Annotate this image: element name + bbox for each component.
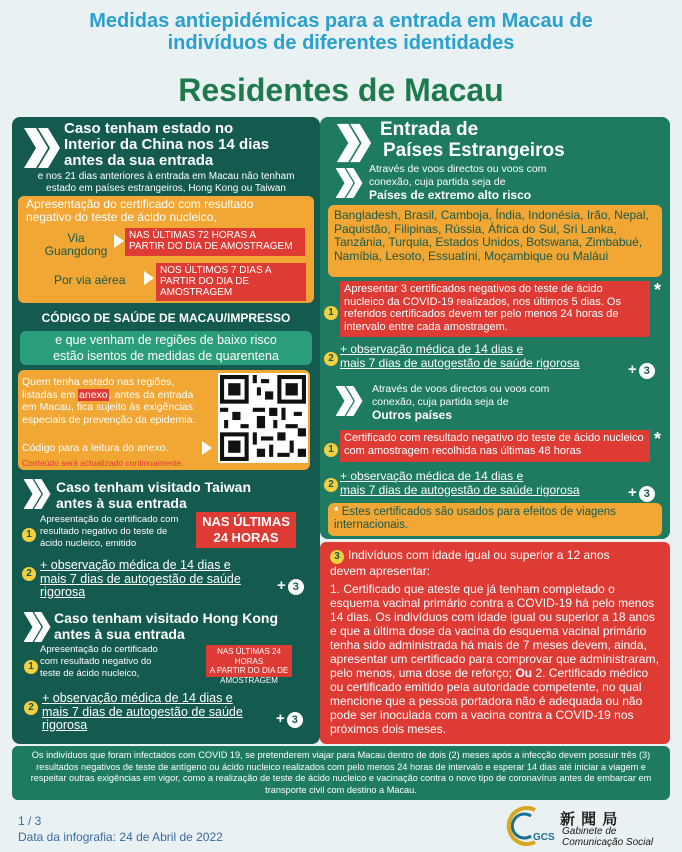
step-2-badge: 2 bbox=[22, 563, 36, 581]
international-note: * Estes certificados são usados para efeitos de viagens internacionais. bbox=[328, 503, 662, 536]
high-risk-observation: + observação médica de 14 dias e mais 7 dias de autogestão de saúde rigorosa bbox=[340, 342, 580, 370]
air-red-box: NOS ÚLTIMOS 7 DIAS A PARTIR DO DIA DE AMOSTRAGEM bbox=[156, 263, 306, 301]
annex-link[interactable]: anexo bbox=[79, 388, 108, 401]
high-risk-cert: Apresentar 3 certificados negativos do teste de ácido nucleico da COVID-19 realizados, nos últimos 5 dias. Os referidos certificados devem ter pelo menos 24 horas de intervalo entre cada amostragem. bbox=[340, 281, 650, 337]
step-2-badge: 2 bbox=[324, 474, 338, 492]
guangdong-red-box: NAS ÚLTIMAS 72 HORAS A PARTIR DO DIA DE AMOSTRAGEM bbox=[125, 228, 305, 256]
arrow-right-icon bbox=[144, 271, 154, 290]
main-title: Residentes de Macau bbox=[178, 72, 504, 108]
plus-step-3: + 3 bbox=[628, 484, 655, 502]
star-note-marker: * bbox=[654, 280, 662, 300]
high-risk-subheading: Através de voos directos ou voos com conexão, cuja partida seja de Países de extremo alto risco bbox=[369, 163, 547, 202]
annex-text: Quem tenha estado nas regiões, listadas em anexo, antes da entrada em Macau, fica sujeito às exigências especiais de prevenção da epidemia. bbox=[22, 376, 196, 426]
chevron-right-icon bbox=[22, 126, 62, 170]
other-countries-subheading: Através de voos directos ou voos com conexão, cuja partida seja de Outros países bbox=[372, 383, 550, 422]
china-subtext: e nos 21 dias anteriores à entrada em Macau não tenham estado em países estrangeiros, Hong Kong ou Taiwan bbox=[37, 171, 295, 194]
chevron-right-icon bbox=[22, 610, 52, 644]
plus-step-3: + 3 bbox=[628, 361, 655, 379]
page-title bbox=[0, 10, 682, 54]
svg-text:GCS: GCS bbox=[533, 832, 555, 843]
annex-update-note: Conteúdo será actualizado continuamente. bbox=[22, 458, 184, 468]
foreign-heading: Entrada de Países Estrangeiros bbox=[380, 119, 565, 161]
chevron-right-icon bbox=[334, 166, 364, 200]
star-note-marker: * bbox=[654, 429, 662, 449]
title-line2: indivíduos de diferentes identidades bbox=[167, 32, 515, 54]
taiwan-observation: + observação médica de 14 dias e mais 7 dias de autogestão de saúde rigorosa bbox=[40, 558, 241, 599]
infographic-date: Data da infografia: 24 de Abril de 2022 bbox=[18, 830, 223, 844]
air-label: Por via aérea bbox=[54, 273, 126, 287]
annex-code-label: Código para a leitura do anexo. bbox=[22, 442, 169, 454]
taiwan-heading: Caso tenham visitado Taiwan antes à sua entrada bbox=[56, 479, 252, 511]
guangdong-label: Via Guangdong bbox=[44, 231, 108, 258]
health-code-label: CÓDIGO DE SAÚDE DE MACAU/IMPRESSO bbox=[41, 311, 291, 325]
vaccination-body: 1. Certificado que ateste que já tenham completado o esquema vacinal primário contra a COVID-19 há pelo menos 14 dias. Os indivíduos com idade igual ou superior a 18 anos e que a última dose da vacina do esquema vacinal primário tenha sido administrada há mais de 7 meses devem, ainda, apresentar um certificado para comprovar que administraram, pelo menos, uma dose de reforço; Ou 2. Certificado médico ou certificado emitido pela autoridade competente, no qual mencione que a pessoa portadora não é adequada ou não pode ser inoculada com a vacina contra a COVID-19 nos próximos dois meses. bbox=[330, 582, 659, 736]
hk-red-box: NAS ÚLTIMAS 24 HORAS A PARTIR DO DIA DE AMOSTRAGEM bbox=[206, 645, 292, 677]
logo-chinese: 新 聞 局 bbox=[560, 811, 619, 828]
step-1-badge: 1 bbox=[324, 439, 338, 457]
qr-code[interactable] bbox=[218, 373, 308, 463]
chevron-right-icon bbox=[22, 477, 52, 511]
vaccination-requirements bbox=[320, 542, 670, 744]
arrow-right-icon bbox=[202, 441, 212, 460]
step-2-badge: 2 bbox=[324, 348, 338, 366]
countries-list: Bangladesh, Brasil, Camboja, Índia, Indonésia, Irão, Nepal, Paquistão, Filipinas, Rússia, África do Sul, Sri Lanka, Tanzânia, Turquia, Estados Unidos, Botswana, Zimbabué, Namíbia, Lesoto, Essuatíni, Moçambique ou Maláui bbox=[328, 205, 662, 277]
taiwan-red-box: NAS ÚLTIMAS 24 HORAS bbox=[196, 512, 296, 548]
step-2-badge: 2 bbox=[24, 697, 38, 715]
step-1-badge: 1 bbox=[324, 302, 338, 320]
low-risk-box: e que venham de regiões de baixo risco estão isentos de medidas de quarentena bbox=[20, 331, 312, 365]
plus-step-3: + 3 bbox=[277, 577, 304, 595]
gcs-logo-icon bbox=[505, 806, 557, 851]
step-1-badge: 1 bbox=[22, 524, 36, 542]
step-1-badge: 1 bbox=[24, 656, 38, 674]
recovered-infected-note: Os indivíduos que foram infectados com COVID 19, se pretenderem viajar para Macau dentro de dois (2) meses após a infecção devem possuir três (3) resultados negativos de teste de antígeno ou ácido nucleico realizados com pelo menos 24 horas de intervalo e esperar 14 dias até iniciar a viagem e respeitar outras exigências em vigor, como a realização de teste de ácido nucleico e vacinação contra o novo tipo de coronavírus antes de embarcar em transporte civil com destino a Macau. bbox=[12, 746, 670, 800]
chevron-right-icon bbox=[334, 122, 374, 164]
arrow-right-icon bbox=[114, 234, 124, 253]
china-heading: Caso tenham estado no Interior da China nos 14 dias antes da sua entrada bbox=[64, 120, 270, 169]
hk-cert-text: Apresentação do certificado com resultado negativo do teste de ácido nucleico, bbox=[40, 644, 158, 679]
chevron-right-icon bbox=[334, 384, 364, 418]
taiwan-cert-text: Apresentação do certificado com resultado negativo do teste de ácido nucleico, emitido bbox=[40, 514, 179, 549]
china-cert-text: Apresentação do certificado com resultado negativo do teste de ácido nucleico, bbox=[26, 197, 254, 224]
vaccination-heading-2: devem apresentar: bbox=[330, 564, 431, 578]
other-countries-cert: Certificado com resultado negativo do teste de ácido nucleico com amostragem recolhida nas últimas 48 horas bbox=[340, 430, 650, 462]
vaccination-heading: 3 Indivíduos com idade igual ou superior a 12 anos bbox=[330, 548, 660, 564]
other-countries-observation: + observação médica de 14 dias e mais 7 dias de autogestão de saúde rigorosa bbox=[340, 469, 580, 497]
logo-portuguese: Gabinete de Comunicação Social bbox=[562, 826, 654, 848]
plus-step-3: + 3 bbox=[276, 710, 303, 728]
hk-observation: + observação médica de 14 dias e mais 7 dias de autogestão de saúde rigorosa bbox=[42, 691, 243, 732]
page-indicator: 1 / 3 bbox=[18, 814, 42, 828]
hk-heading: Caso tenham visitado Hong Kong antes à sua entrada bbox=[54, 610, 279, 642]
title-line1: Medidas antiepidémicas para a entrada em Macau de bbox=[89, 10, 593, 32]
